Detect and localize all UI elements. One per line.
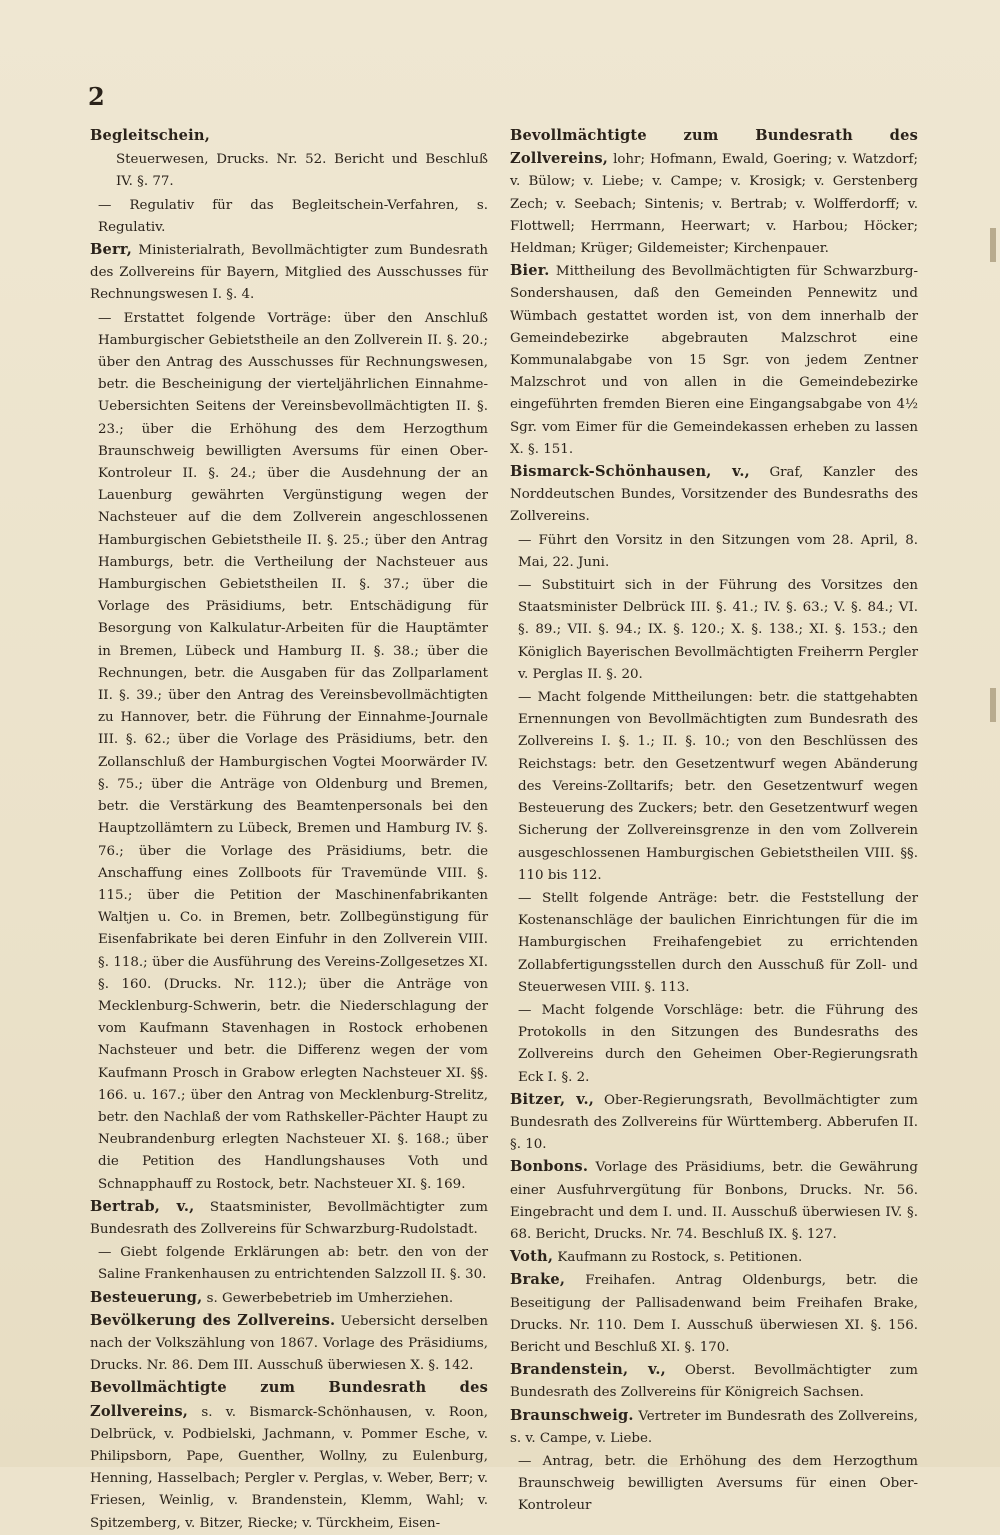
index-entry [510,1359,918,1404]
entry-text: — Regulativ für das Begleitschein-Verfahren, s. Regulativ. [98,197,488,235]
index-entry [510,887,918,999]
entry-text: — Substituirt sich in der Führung des Vorsitzes den Staatsminister Delbrück III. §. 41.; IV. §. 63.; V. §. 84.; VI. §. 89.; VII. §. 94.; IX. §. 120.; X. §. 138.; XI. §. 153.; den Königlich Bayerischen Bevollmächtigten Freiherrn Pergler v. Perglas II. §. 20. [518,578,918,682]
right-column [510,125,918,1518]
index-entry [90,307,488,1196]
index-entry [90,194,488,239]
index-entry [510,1246,918,1269]
entry-heading: Brake, [510,1271,566,1289]
entry-text: Steuerwesen, Drucks. Nr. 52. Bericht und Beschluß IV. §. 77. [116,152,488,190]
index-entry [90,1310,488,1378]
entry-text: Freihafen. Antrag Oldenburgs, betr. die Beseitigung der Pallisadenwand beim Freihafen Brake, Drucks. Nr. 110. Dem I. Ausschuß überwiesen XI. §. 156. Bericht und Beschluß XI. §. 170. [510,1273,918,1355]
page-edge-mark [990,228,996,262]
entry-heading: Bevölkerung des Zollvereins. [90,1311,336,1329]
entry-text: Vorlage des Präsidiums, betr. die Gewährung einer Ausfuhrvergütung für Bonbons, Drucks. Nr. 56. Eingebracht und dem I. und. II. Ausschuß überwiesen IV. §. 68. Bericht, Drucks. Nr. 74. Beschluß IX. §. 127. [510,1160,918,1242]
entry-text: Ministerialrath, Bevollmächtigter zum Bundesrath des Zollvereins für Bayern, Mitglied des Ausschusses für Rechnungswesen I. §. 4. [90,243,488,303]
index-entry [90,148,488,193]
entry-heading: Bismarck-Schönhausen, v., [510,463,750,481]
index-entry [510,999,918,1089]
index-entry [510,574,918,686]
index-entry [90,125,488,148]
entry-text: s. Gewerbebetrieb im Umherziehen. [206,1290,454,1306]
page-number: 2 [88,82,105,111]
entry-text: — Erstattet folgende Vorträge: über den Anschluß Hamburgischer Gebietstheile an den Zollverein II. §. 20.; über den Antrag des Ausschusses für Rechnungswesen, betr. die Bescheinigung der vierteljährlichen Einnahme-Uebersichten Seitens der Vereinsbevollmächtigten II. §. 23.; über die Erhöhung des dem Herzogthum Braunschweig bewilligten Aversums für einen Ober-Kontroleur II. §. 24.; über die Ausdehnung der an Lauenburg gewährten Vergünstigung wegen der Nachsteuer auf die dem Zollverein angeschlossenen Hamburgischen Gebietstheile II. §. 25.; über den Antrag Hamburgs, betr. die Vertheilung der Nachsteuer aus Hamburgischen Gebietstheilen II. §. 37.; über die Vorlage des Präsidiums, betr. Entschädigung für Besorgung von Kalkulatur-Arbeiten für die Hauptämter in Bremen, Lübeck und Hamburg II. §. 38.; über die Rechnungen, betr. die Ausgaben für das Zollparlament II. §. 39.; über den Antrag des Vereinsbevollmächtigten zu Hannover, betr. die Führung der Einnahme-Journale III. §. 62.; über die Vorlage des Präsidiums, betr. den Zollanschluß der Hamburgischen Vogtei Moorwärder IV. §. 75.; über die Anträge von Oldenburg und Bremen, betr. die Verstärkung des Beamtenpersonals bei den Hauptzollämtern zu Lübeck, Bremen und Hamburg IV. §. 76.; über die Vorlage des Präsidiums, betr. die Anschaffung eines Zollboots für Travemünde VIII. §. 115.; über die Petition der Maschinenfabrikanten Waltjen u. Co. in Bremen, betr. Zollbegünstigung für Eisenfabrikate bei deren Einfuhr in den Zollverein VIII. §. 118.; über die Ausführung des Vereins-Zollgesetzes XI. §. 160. (Drucks. Nr. 112.); über die Anträge von Mecklenburg-Schwerin, betr. die Niederschlagung der vom Kaufmann Stavenhagen in Rostock erhobenen Nachsteuer und betr. die Differenz wegen der vom Kaufmann Prosch in Grabow erlegten Nachsteuer XI. §§. 166. u. 167.; über den Antrag von Mecklenburg-Strelitz, betr. den Nachlaß der vom Rathskeller-Pächter Haupt zu Neubrandenburg erlegten Nachsteuer XI. §. 168.; über die Petition des Handlungshauses Voth und Schnapphauff zu Rostock, betr. Nachsteuer XI. §. 169. [98,310,488,1192]
entry-text: — Stellt folgende Anträge: betr. die Feststellung der Kostenanschläge der baulichen Einrichtungen für die im Hamburgischen Freihafengebiet zu errichtenden Zollabfertigungsstellen durch den Ausschuß für Zoll- und Steuerwesen VIII. §. 113. [518,890,918,995]
entry-text: — Macht folgende Vorschläge: betr. die Führung des Protokolls in den Sitzungen des Bundesraths des Zollvereins durch den Geheimen Ober-Regierungsrath Eck I. §. 2. [518,1002,918,1085]
index-entry [90,239,488,307]
entry-heading: Berr, [90,241,133,259]
entry-heading: Bier. [510,262,550,280]
entry-text: Kaufmann zu Rostock, s. Petitionen. [557,1250,803,1266]
entry-text: — Führt den Vorsitz in den Sitzungen vom 28. April, 8. Mai, 22. Juni. [518,532,918,570]
entry-text: — Giebt folgende Erklärungen ab: betr. den von der Saline Frankenhausen zu entrichtenden Salzzoll II. §. 30. [98,1245,488,1283]
entry-heading: Bertrab, v., [90,1197,195,1215]
index-entry [510,1269,918,1359]
index-entry [510,1405,918,1450]
entry-text: Uebersicht derselben nach der Volkszählung von 1867. Vorlage des Präsidiums, Drucks. Nr. 86. Dem III. Ausschuß überwiesen X. §. 142. [90,1313,488,1374]
entry-heading: Voth, [510,1248,554,1266]
index-entry [510,1450,918,1518]
index-entry [510,1089,918,1157]
entry-text: — Antrag, betr. die Erhöhung des dem Herzogthum Braunschweig bewilligten Aversums für einen Ober-Kontroleur [518,1453,918,1514]
entry-heading: Besteuerung, [90,1288,203,1306]
entry-text: Graf, Kanzler des Norddeutschen Bundes, Vorsitzender des Bundesraths des Zollvereins. [510,465,918,525]
entry-text: Oberst. Bevollmächtigter zum Bundesrath des Zollvereins für Königreich Sachsen. [510,1363,919,1401]
entry-heading: Bevollmächtigte zum Bundesrath des Zollvereins, [510,127,918,168]
index-entry [90,1241,488,1286]
entry-heading: Brandenstein, v., [510,1361,666,1379]
index-entry [510,529,918,574]
entry-text: — Macht folgende Mittheilungen: betr. die stattgehabten Ernennungen von Bevollmächtigten zum Bundesrath des Zollvereins I. §. 1.; II. §. 10.; von den Beschlüssen des Reichstags: betr. den Gesetzentwurf wegen Abänderung des Vereins-Zolltarifs; betr. den Gesetzentwurf wegen Besteuerung des Zuckers; betr. den Gesetzentwurf wegen Sicherung der Zollvereinsgrenze in den vom Zollverein ausgeschlossenen Hamburgischen Gebietstheilen VIII. §§. 110 bis 112. [518,690,918,883]
entry-heading: Bitzer, v., [510,1090,595,1108]
index-entry [510,686,918,887]
index-entry [510,125,918,260]
entry-text: Staatsminister, Bevollmächtigter zum Bundesrath des Zollvereins für Schwarzburg-Rudolstadt. [90,1199,488,1237]
entry-text: Mittheilung des Bevollmächtigten für Schwarzburg-Sondershausen, daß den Gemeinden Pennewitz und Wümbach gestattet worden ist, von dem innerhalb der Gemeindebezirke abgebrauten Malzschrot eine Kommunalabgabe von 15 Sgr. von jedem Zentner Malzschrot und von allen in die Gemeindebezirke eingeführten fremden Bieren eine Eingangsabgabe von 4½ Sgr. vom Eimer für die Gemeindekassen erheben zu lassen X. §. 151. [510,264,918,457]
entry-text: Ober-Regierungsrath, Bevollmächtigter zum Bundesrath des Zollvereins für Württemberg. Abberufen II. §. 10. [510,1092,918,1153]
entry-heading: Bonbons. [510,1158,589,1176]
entry-text: Vertreter im Bundesrath des Zollvereins, s. v. Campe, v. Liebe. [510,1408,919,1446]
entry-heading: Bevollmächtigte zum Bundesrath des Zollvereins, [90,1379,488,1420]
index-entry [510,1156,918,1246]
page-edge-mark [990,688,996,722]
left-column [90,125,488,1535]
index-entry [510,260,918,461]
index-entry [90,1287,488,1310]
index-entry [510,461,918,529]
entry-heading: Begleitschein, [90,127,210,144]
entry-text: s. v. Bismarck-Schönhausen, v. Roon, Delbrück, v. Podbielski, Jachmann, v. Pommer Esche, v. Philipsborn, Pape, Guenther, Wollny, zu Eulenburg, Henning, Hasselbach; Pergler v. Perglas, v. Weber, Berr; v. Friesen, Weinlig, v. Brandenstein, Klemm, Wahl; v. Spitzemberg, v. Bitzer, Riecke; v. Türckheim, Eisen- [90,1404,488,1531]
entry-heading: Braunschweig. [510,1406,634,1424]
index-entry [90,1196,488,1241]
index-entry [90,1377,488,1534]
entry-text: lohr; Hofmann, Ewald, Goering; v. Watzdorf; v. Bülow; v. Liebe; v. Campe; v. Krosigk; v. Gerstenberg Zech; v. Seebach; Sintenis; v. Bertrab; v. Wolfferdorff; v. Flottwell; Herrmann, Heerwart; v. Harbou; Höcker; Heldman; Krüger; Gildemeister; Kirchenpauer. [510,152,918,257]
